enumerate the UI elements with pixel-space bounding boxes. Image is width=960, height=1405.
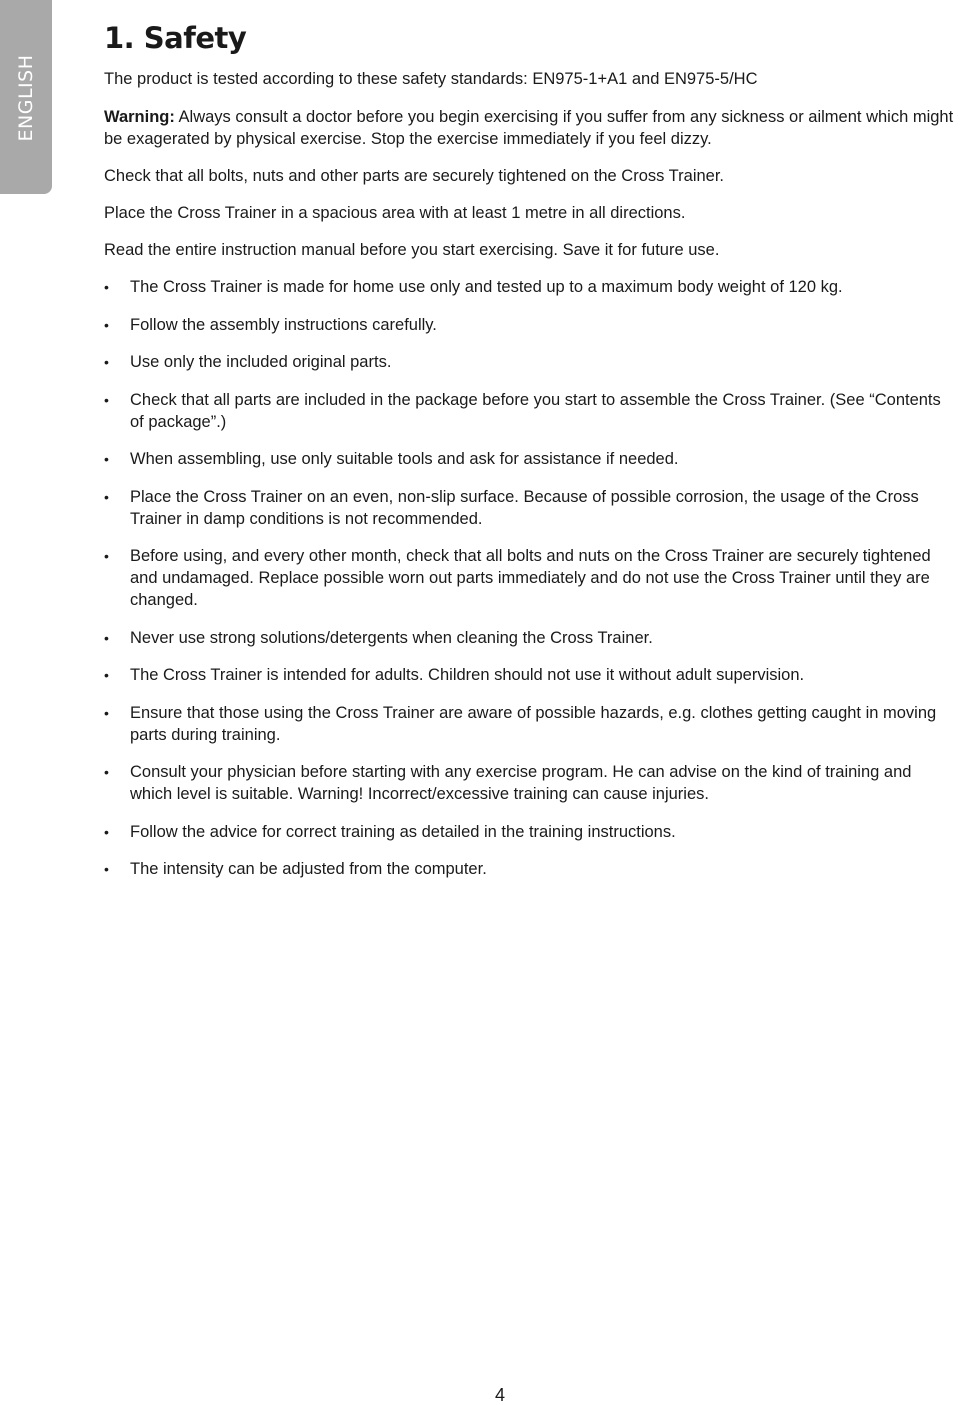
read-manual-text: Read the entire instruction manual before you start exercising. Save it for future use. (104, 241, 720, 259)
list-item (104, 821, 956, 843)
list-item (104, 486, 956, 530)
bullet-text: Before using, and every other month, check that all bolts and nuts on the Cross Trainer are securely tightened and undamaged. Replace possible worn out parts immediately and do not use the Cross Trainer until they are changed. (130, 547, 931, 609)
placement-text: Place the Cross Trainer in a spacious area with at least 1 metre in all directions. (104, 204, 686, 222)
bullet-icon: • (104, 488, 109, 505)
list-item (104, 351, 956, 373)
bullet-icon: • (104, 548, 109, 564)
list-item (104, 448, 956, 470)
bullet-text: Use only the included original parts. (130, 353, 392, 371)
language-tab-label: ENGLISH (15, 54, 37, 142)
safety-bullet-list (104, 276, 956, 880)
bullet-text: Follow the advice for correct training as detailed in the training instructions. (130, 822, 676, 841)
bullet-icon: • (104, 451, 109, 467)
list-item (104, 761, 956, 805)
warning-label: Warning: (104, 108, 175, 126)
bullet-icon: • (104, 279, 109, 295)
bullet-icon: • (104, 316, 109, 333)
bullet-icon: • (104, 704, 109, 721)
bullet-icon: • (104, 667, 109, 683)
list-item (104, 545, 956, 611)
bullet-icon: • (104, 764, 109, 780)
bullet-text: Place the Cross Trainer on an even, non-slip surface. Because of possible corrosion, the usage of the Cross Trainer in damp conditions is not recommended. (130, 487, 919, 528)
list-item (104, 314, 956, 336)
bullet-text: Follow the assembly instructions carefully. (130, 315, 437, 334)
bullet-icon: • (104, 629, 109, 646)
list-item (104, 664, 956, 686)
list-item (104, 702, 956, 746)
bullet-text: Never use strong solutions/detergents when cleaning the Cross Trainer. (130, 628, 653, 647)
bullet-icon: • (104, 861, 109, 877)
page-number: 4 (494, 1385, 505, 1405)
bullet-text: The intensity can be adjusted from the computer. (130, 860, 487, 878)
bullet-icon: • (104, 391, 109, 408)
list-item (104, 858, 956, 880)
bullet-icon: • (104, 354, 109, 370)
bullet-text: When assembling, use only suitable tools and ask for assistance if needed. (130, 450, 679, 468)
safety-section (104, 18, 956, 896)
list-item (104, 627, 956, 649)
section-title: 1. Safety (104, 21, 247, 55)
bullet-text: Check that all parts are included in the package before you start to assemble the Cross Trainer. (See “Contents of package”.) (130, 390, 941, 431)
bullet-text: Consult your physician before starting with any exercise program. He can advise on the kind of training and which level is suitable. Warning! Incorrect/excessive training can cause injuries. (130, 763, 912, 803)
warning-text: Always consult a doctor before you begin exercising if you suffer from any sickness or ailment which might be exagerated by physical exercise. Stop the exercise immediately if you feel dizzy. (104, 108, 954, 148)
list-item (104, 389, 956, 433)
bullet-text: The Cross Trainer is intended for adults. Children should not use it without adult supervision. (130, 666, 805, 684)
check-bolts-text: Check that all bolts, nuts and other parts are securely tightened on the Cross Trainer. (104, 167, 725, 185)
warning-paragraph (104, 106, 956, 150)
bullet-icon: • (104, 823, 109, 840)
list-item (104, 276, 956, 298)
safety-standards-text: The product is tested according to these safety standards: EN975-1+A1 and EN975-5/HC (104, 70, 758, 88)
language-side-tab (0, 0, 52, 194)
bullet-text: The Cross Trainer is made for home use only and tested up to a maximum body weight of 120 kg. (130, 278, 843, 296)
bullet-text: Ensure that those using the Cross Trainer are aware of possible hazards, e.g. clothes getting caught in moving parts during training. (130, 703, 937, 744)
